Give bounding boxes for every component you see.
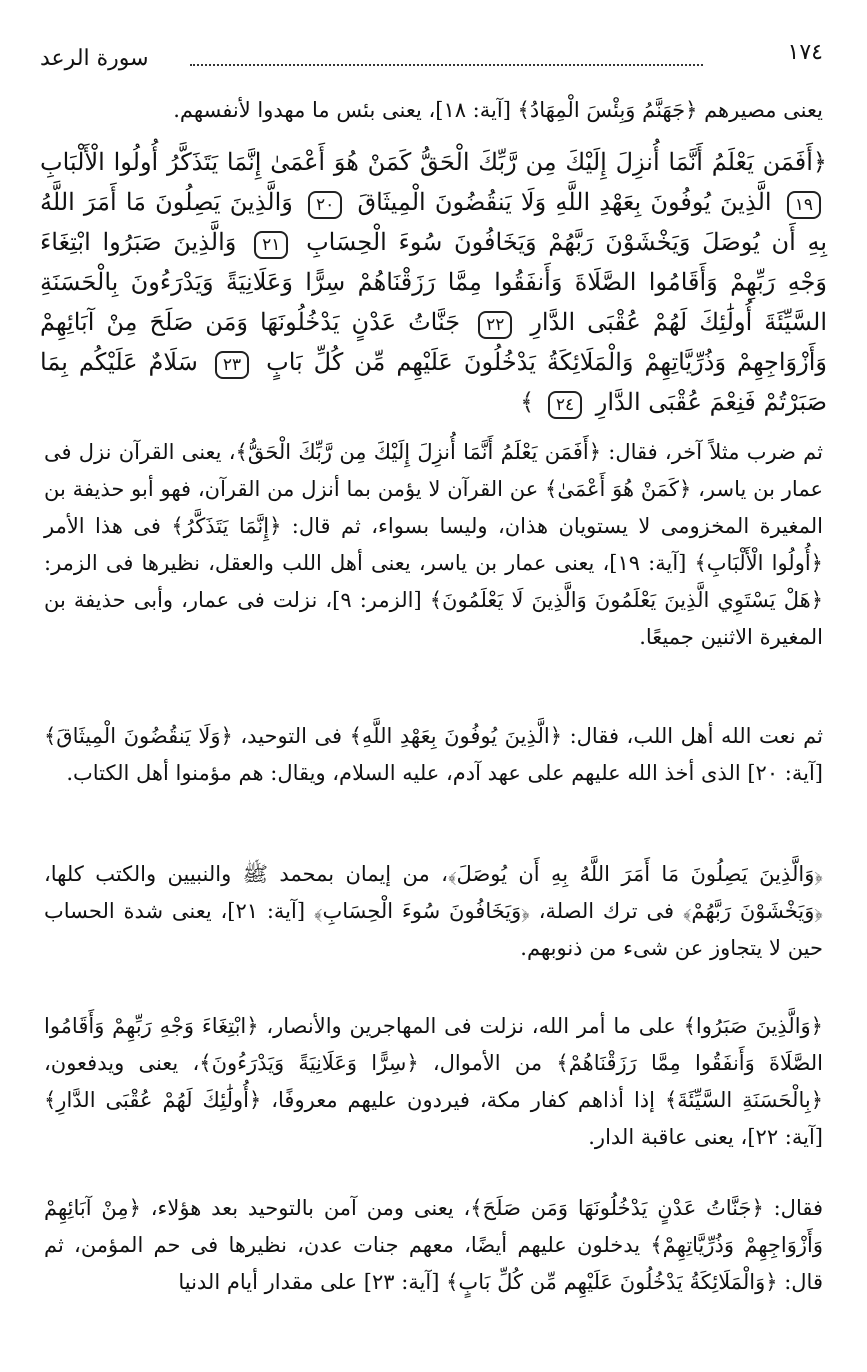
ayah-number-22: ٢٢ [478,311,512,339]
page-header [40,34,823,78]
verse-19: ﴿أَفَمَن يَعْلَمُ أَنَّمَا أُنزِلَ إِلَيْكَ مِن رَّبِّكَ الْحَقُّ كَمَنْ هُوَ أَعْمَىٰ إِنَّمَا يَتَذَكَّرُ أُولُوا الْأَلْبَابِ [40,148,827,176]
commentary-paragraph-4: ﴿وَالَّذِينَ صَبَرُوا﴾ على ما أمر الله، نزلت فى المهاجرين والأنصار، ﴿ابْتِغَاءَ وَجْهِ رَبِّهِمْ وَأَقَامُوا الصَّلَاةَ وَأَنفَقُوا مِمَّا رَزَقْنَاهُمْ﴾ من الأموال، ﴿سِرًّا وَعَلَانِيَةً وَيَدْرَءُونَ﴾، يعنى ويدفعون، ﴿بِالْحَسَنَةِ السَّيِّئَةَ﴾ إذا أذاهم كفار مكة، فيردون عليهم معروفًا، ﴿أُولَٰئِكَ لَهُمْ عُقْبَى الدَّارِ﴾ [آية: ٢٢]، يعنى عاقبة الدار. [44,1014,823,1149]
ayah-number-21: ٢١ [254,231,288,259]
commentary-paragraph-5: فقال: ﴿جَنَّاتُ عَدْنٍ يَدْخُلُونَهَا وَمَن صَلَحَ﴾، يعنى ومن آمن بالتوحيد بعد هؤلاء، ﴿مِنْ آبَائِهِمْ وَأَزْوَاجِهِمْ وَذُرِّيَّاتِهِمْ﴾ يدخلون عليهم أيضًا، معهم جنات عدن، نظيرها فى حم المؤمن، ثم قال: ﴿وَالْمَلَائِكَةُ يَدْخُلُونَ عَلَيْهِم مِّن كُلِّ بَابٍ﴾ [آية: ٢٣] على مقدار أيام الدنيا [44,1196,823,1294]
surah-title: سورة الرعد [40,46,149,71]
commentary-paragraph-3: ﴿وَالَّذِينَ يَصِلُونَ مَا أَمَرَ اللَّهُ بِهِ أَن يُوصَلَ﴾، من إيمان بمحمد ﷺ والنبيين والكتب كلها، ﴿وَيَخْشَوْنَ رَبَّهُمْ﴾ فى ترك الصلة، ﴿وَيَخَافُونَ سُوءَ الْحِسَابِ﴾ [آية: ٢١]، يعنى شدة الحساب حين لا يتجاوز عن شىء من ذنوبهم. [44,862,824,960]
ayah-number-23: ٢٣ [215,351,249,379]
ayah-number-19: ١٩ [787,191,821,219]
header-dotted-rule [190,64,703,66]
quran-verses-block [40,142,827,422]
ayah-number-20: ٢٠ [308,191,342,219]
page-number: ١٧٤ [787,40,823,65]
ayah-number-24: ٢٤ [548,391,582,419]
verse-22: وَالَّذِينَ صَبَرُوا ابْتِغَاءَ وَجْهِ رَبِّهِمْ وَأَقَامُوا الصَّلَاةَ وَأَنفَقُوا مِمَّا رَزَقْنَاهُمْ سِرًّا وَعَلَانِيَةً وَيَدْرَءُونَ بِالْحَسَنَةِ السَّيِّئَةَ أُولَٰئِكَ لَهُمْ عُقْبَى الدَّارِ [40,228,827,336]
commentary-paragraph-2: ثم نعت الله أهل اللب، فقال: ﴿الَّذِينَ يُوفُونَ بِعَهْدِ اللَّهِ﴾ فى التوحيد، ﴿وَلَا يَنقُضُونَ الْمِيثَاقَ﴾ [آية: ٢٠] الذى أخذ الله عليهم على عهد آدم، عليه السلام، ويقال: هم مؤمنوا أهل الكتاب. [44,724,823,785]
verse-21: وَالَّذِينَ يَصِلُونَ مَا أَمَرَ اللَّهُ بِهِ أَن يُوصَلَ وَيَخْشَوْنَ رَبَّهُمْ وَيَخَافُونَ سُوءَ الْحِسَابِ [40,188,828,256]
verse-24: سَلَامٌ عَلَيْكُم بِمَا صَبَرْتُمْ فَنِعْمَ عُقْبَى الدَّارِ [40,348,827,416]
verse-20: الَّذِينَ يُوفُونَ بِعَهْدِ اللَّهِ وَلَا يَنقُضُونَ الْمِيثَاقَ [357,188,772,216]
verse-23: جَنَّاتُ عَدْنٍ يَدْخُلُونَهَا وَمَن صَلَحَ مِنْ آبَائِهِمْ وَأَزْوَاجِهِمْ وَذُرِّيَّاتِهِمْ وَالْمَلَائِكَةُ يَدْخُلُونَ عَلَيْهِم مِّن كُلِّ بَابٍ [40,308,827,376]
commentary-paragraph-1: ثم ضرب مثلاً آخر، فقال: ﴿أَفَمَن يَعْلَمُ أَنَّمَا أُنزِلَ إِلَيْكَ مِن رَّبِّكَ الْحَقُّ﴾، يعنى القرآن نزل فى عمار بن ياسر، ﴿كَمَنْ هُوَ أَعْمَىٰ﴾ عن القرآن لا يؤمن بما أنزل من القرآن، فهو أبو حذيفة بن المغيرة المخزومى لا يستويان هذان، وليسا بسواء، ثم قال: ﴿إِنَّمَا يَتَذَكَّرُ﴾ فى هذا الأمر ﴿أُولُوا الْأَلْبَابِ﴾ [آية: ١٩]، يعنى عمار بن ياسر، يعنى أهل اللب والعقل، نظيرها فى الزمر: ﴿هَلْ يَسْتَوِي الَّذِينَ يَعْلَمُونَ وَالَّذِينَ لَا يَعْلَمُونَ﴾ [الزمر: ٩]، نزلت فى عمار، وأبى حذيفة بن المغيرة الاثنين جميعًا. [44,440,823,649]
closing-bracket: ﴾ [520,388,535,416]
intro-paragraph: يعنى مصيرهم ﴿جَهَنَّمُ وَبِئْسَ الْمِهَادُ﴾ [آية: ١٨]، يعنى بئس ما مهدوا لأنفسهم. [173,98,823,122]
